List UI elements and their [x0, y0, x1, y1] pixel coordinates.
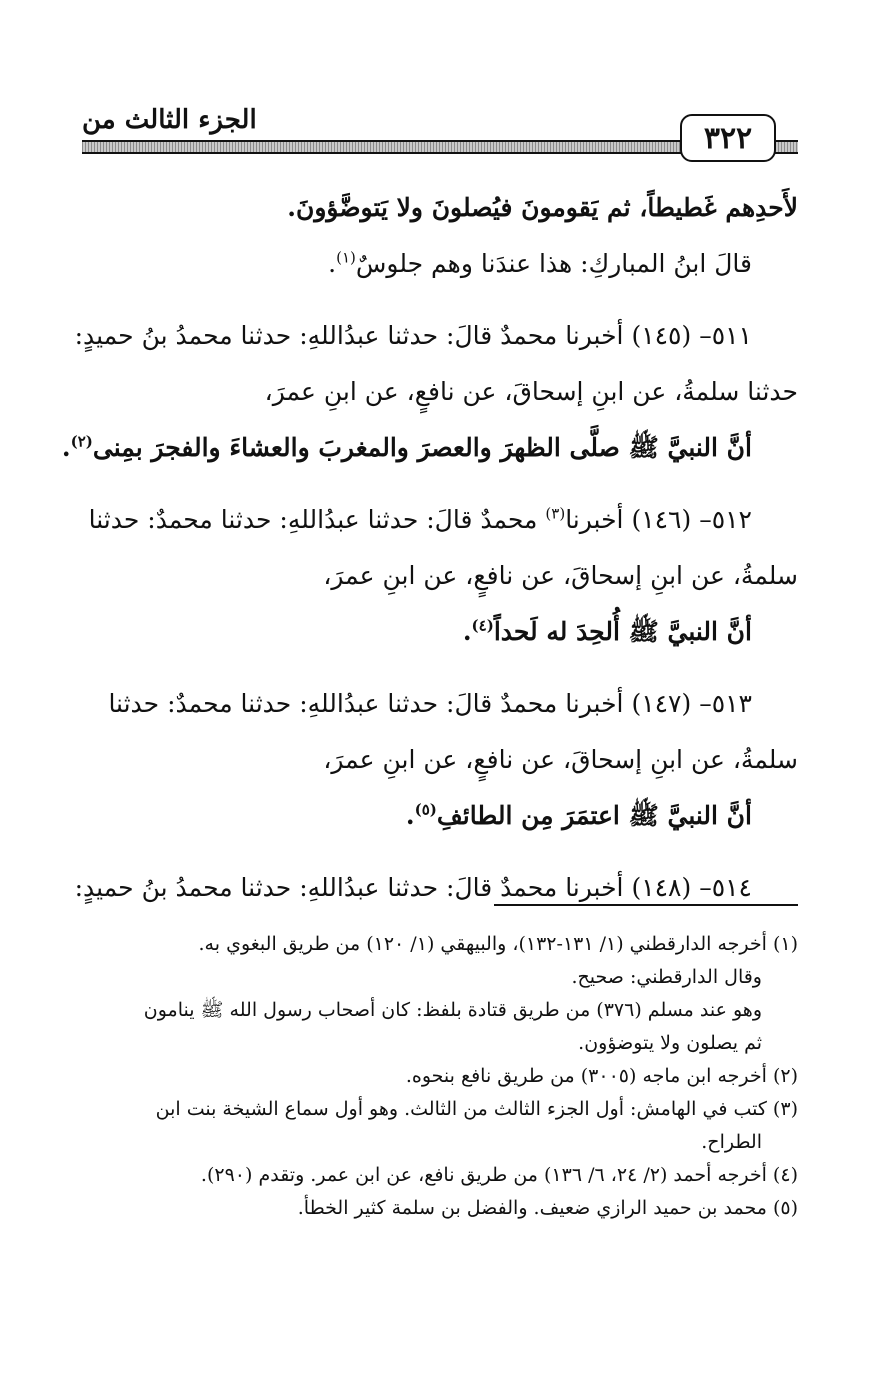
footnote-separator	[494, 904, 798, 906]
text-line: لأَحدِهم غَطيطاً، ثم يَقومونَ فيُصلونَ ولا يَتوضَّؤونَ.	[287, 193, 798, 222]
hadith-511-line: ٥١١– (١٤٥) أخبرنا محمدٌ قالَ: حدثنا عبدُاللهِ: حدثنا محمدُ بنُ حميدٍ:	[74, 321, 752, 350]
punctuation: .	[462, 617, 472, 646]
text-segment: ٥١٢– (١٤٦) أخبرنا	[565, 505, 752, 534]
hadith-512-line	[82, 492, 798, 548]
text-segment: أنَّ النبيَّ ﷺ أُلحِدَ له لَحداً	[493, 617, 752, 646]
footnote-3: (٣) كتب في الهامش: أول الجزء الثالث من الثالث. وهو أول سماع الشيخة بنت ابن	[155, 1098, 798, 1120]
running-title: الجزء الثالث من	[82, 105, 257, 135]
page-number: ٣٢٢	[680, 114, 776, 162]
main-text	[61, 180, 798, 916]
text-line: سلمةُ، عن ابنِ إسحاقَ، عن نافعٍ، عن ابنِ عمرَ،	[323, 561, 798, 590]
footnote-ref[interactable]: (٤)	[471, 616, 494, 635]
text-segment: أنَّ النبيَّ ﷺ اعتمَرَ مِن الطائفِ	[436, 801, 752, 830]
text-segment: محمدٌ قالَ: حدثنا عبدُاللهِ: حدثنا محمدٌ: حدثنا	[88, 505, 538, 534]
text-line: سلمةُ، عن ابنِ إسحاقَ، عن نافعٍ، عن ابنِ عمرَ،	[323, 745, 798, 774]
text-segment: أنَّ النبيَّ ﷺ صلَّى الظهرَ والعصرَ والمغربَ والعشاءَ والفجرَ بمِنى	[92, 433, 752, 462]
footnote-1-cont: وقال الدارقطني: صحيح.	[571, 966, 762, 988]
hadith-514-line: ٥١٤– (١٤٨) أخبرنا محمدٌ قالَ: حدثنا عبدُاللهِ: حدثنا محمدُ بنُ حميدٍ:	[74, 873, 752, 902]
footnote-ref[interactable]: (٣)	[545, 504, 566, 523]
footnote-1-cont: وهو عند مسلم (٣٧٦) من طريق قتادة بلفظ: كان أصحاب رسول الله ﷺ ينامون	[143, 999, 762, 1021]
matn-line	[61, 420, 798, 476]
footnote-ref[interactable]: (٢)	[70, 432, 93, 451]
footnote-1-cont: ثم يصلون ولا يتوضؤون.	[578, 1032, 762, 1054]
footnote-2: (٢) أخرجه ابن ماجه (٣٠٠٥) من طريق نافع بنحوه.	[405, 1065, 798, 1087]
page-header	[82, 100, 798, 162]
footnote-5: (٥) محمد بن حميد الرازي ضعيف. والفضل بن سلمة كثير الخطأ.	[297, 1197, 798, 1219]
footnote-1: (١) أخرجه الدارقطني (١/ ١٣١-١٣٢)، والبيهقي (١/ ١٢٠) من طريق البغوي به.	[198, 933, 798, 955]
matn-line	[82, 788, 798, 844]
punctuation: .	[328, 249, 337, 278]
footnote-ref[interactable]: (١)	[336, 248, 356, 267]
text-line	[82, 236, 798, 292]
hadith-513-line: ٥١٣– (١٤٧) أخبرنا محمدٌ قالَ: حدثنا عبدُاللهِ: حدثنا محمدٌ: حدثنا	[108, 689, 752, 718]
footnote-ref[interactable]: (٥)	[414, 800, 437, 819]
footnotes	[82, 928, 798, 1225]
footnote-4: (٤) أخرجه أحمد (٢/ ٢٤، ٦/ ١٣٦) من طريق نافع، عن ابن عمر. وتقدم (٢٩٠).	[200, 1164, 798, 1186]
matn-line	[82, 604, 798, 660]
text-line: حدثنا سلمةُ، عن ابنِ إسحاقَ، عن نافعٍ، عن ابنِ عمرَ،	[264, 377, 798, 406]
footnote-3-cont: الطراح.	[701, 1131, 762, 1153]
text-segment: قالَ ابنُ المباركِ: هذا عندَنا وهم جلوسٌ	[355, 249, 752, 278]
punctuation: .	[405, 801, 415, 830]
punctuation: .	[61, 433, 71, 462]
